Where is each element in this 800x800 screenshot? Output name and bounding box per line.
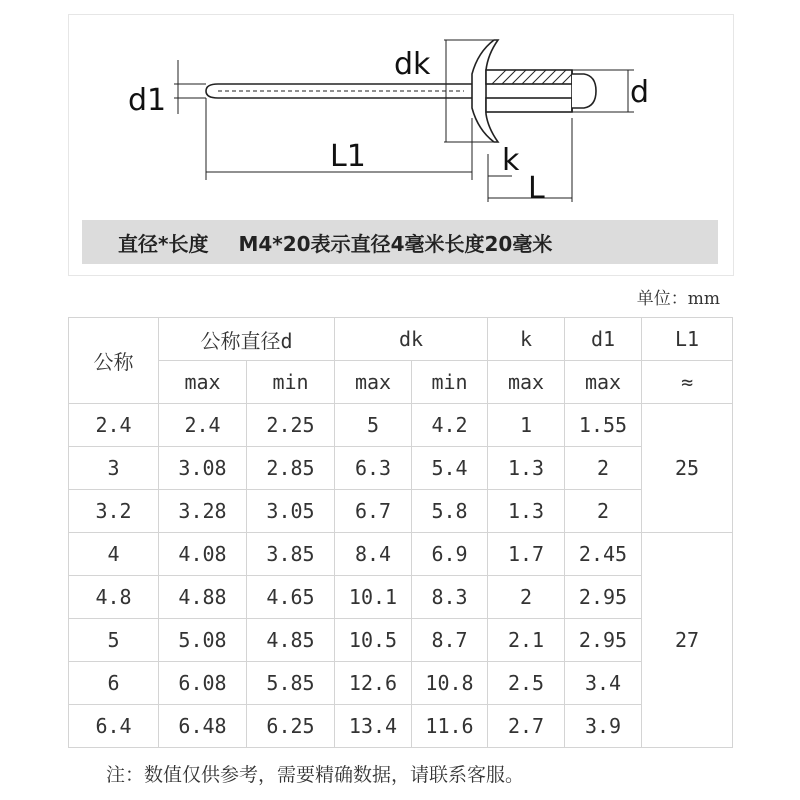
header-dk-min: min xyxy=(412,361,488,404)
cell-L1-group-1: 25 xyxy=(642,404,733,533)
cell-dk-max: 6.3 xyxy=(335,447,412,490)
cell-k: 1 xyxy=(488,404,565,447)
cell-d-min: 3.05 xyxy=(247,490,335,533)
header-dk-max: max xyxy=(335,361,412,404)
spec-table xyxy=(68,317,733,748)
cell-d1: 1.55 xyxy=(565,404,642,447)
mandrel-head xyxy=(572,74,596,108)
cell-dk-min: 8.3 xyxy=(412,576,488,619)
header-d1: d1 xyxy=(565,318,642,361)
cell-d-min: 5.85 xyxy=(247,662,335,705)
cell-dk-min: 6.9 xyxy=(412,533,488,576)
size-explanation-banner xyxy=(82,220,718,264)
cell-dk-max: 10.5 xyxy=(335,619,412,662)
table-row xyxy=(69,533,733,576)
cell-d-max: 3.08 xyxy=(159,447,247,490)
table-row xyxy=(69,404,733,447)
cell-dk-max: 13.4 xyxy=(335,705,412,748)
cell-dk-min: 5.8 xyxy=(412,490,488,533)
cell-k: 2.5 xyxy=(488,662,565,705)
table-row xyxy=(69,447,733,490)
cell-d1: 3.9 xyxy=(565,705,642,748)
cell-k: 2.7 xyxy=(488,705,565,748)
header-k: k xyxy=(488,318,565,361)
header-d-min: min xyxy=(247,361,335,404)
label-k: k xyxy=(502,143,520,178)
label-d1: d1 xyxy=(128,83,167,118)
cell-d1: 2.45 xyxy=(565,533,642,576)
cell-dk-min: 8.7 xyxy=(412,619,488,662)
cell-d-max: 5.08 xyxy=(159,619,247,662)
header-diameter: 公称直径d xyxy=(159,318,335,361)
cell-d1: 2.95 xyxy=(565,576,642,619)
cell-dk-min: 5.4 xyxy=(412,447,488,490)
cell-d-max: 4.88 xyxy=(159,576,247,619)
cell-d-max: 4.08 xyxy=(159,533,247,576)
banner-format: 直径*长度 xyxy=(118,231,209,256)
cell-d-min: 2.85 xyxy=(247,447,335,490)
rivet-head xyxy=(472,40,498,142)
cell-d-min: 4.65 xyxy=(247,576,335,619)
table-row xyxy=(69,705,733,748)
cell-dk-max: 5 xyxy=(335,404,412,447)
cell-dk-max: 10.1 xyxy=(335,576,412,619)
cell-d-max: 6.48 xyxy=(159,705,247,748)
header-d-max: max xyxy=(159,361,247,404)
cell-d-min: 4.85 xyxy=(247,619,335,662)
header-L1: L1 xyxy=(642,318,733,361)
cell-dk-max: 12.6 xyxy=(335,662,412,705)
cell-dk-min: 10.8 xyxy=(412,662,488,705)
banner-example: M4*20表示直径4毫米长度20毫米 xyxy=(238,231,553,256)
cell-nominal: 3.2 xyxy=(69,490,159,533)
table-row xyxy=(69,662,733,705)
cell-d-max: 2.4 xyxy=(159,404,247,447)
cell-nominal: 4 xyxy=(69,533,159,576)
label-dk: dk xyxy=(394,47,431,82)
cell-nominal: 5 xyxy=(69,619,159,662)
rivet-diagram xyxy=(68,14,732,220)
label-d: d xyxy=(630,75,650,110)
cell-nominal: 2.4 xyxy=(69,404,159,447)
cell-k: 1.3 xyxy=(488,490,565,533)
cell-d-min: 2.25 xyxy=(247,404,335,447)
cell-d-min: 3.85 xyxy=(247,533,335,576)
label-L: L xyxy=(528,171,545,206)
header-nominal: 公称 xyxy=(69,318,159,404)
cell-k: 1.3 xyxy=(488,447,565,490)
header-d1-max: max xyxy=(565,361,642,404)
disclaimer-note: 注：数值仅供参考，需要精确数据，请联系客服。 xyxy=(106,764,525,786)
cell-nominal: 3 xyxy=(69,447,159,490)
cell-d1: 2 xyxy=(565,447,642,490)
cell-k: 2.1 xyxy=(488,619,565,662)
cell-d1: 3.4 xyxy=(565,662,642,705)
header-k-max: max xyxy=(488,361,565,404)
cell-L1-group-2: 27 xyxy=(642,533,733,748)
unit-label: 单位：mm xyxy=(636,289,720,309)
cell-d1: 2.95 xyxy=(565,619,642,662)
cell-k: 2 xyxy=(488,576,565,619)
cell-nominal: 4.8 xyxy=(69,576,159,619)
label-L1: L1 xyxy=(330,139,366,174)
cell-d-max: 3.28 xyxy=(159,490,247,533)
cell-dk-max: 6.7 xyxy=(335,490,412,533)
cell-nominal: 6 xyxy=(69,662,159,705)
cell-dk-min: 11.6 xyxy=(412,705,488,748)
table-row xyxy=(69,490,733,533)
header-L1-approx: ≈ xyxy=(642,361,733,404)
cell-dk-max: 8.4 xyxy=(335,533,412,576)
cell-d-min: 6.25 xyxy=(247,705,335,748)
table-row xyxy=(69,576,733,619)
cell-d-max: 6.08 xyxy=(159,662,247,705)
cell-dk-min: 4.2 xyxy=(412,404,488,447)
cell-d1: 2 xyxy=(565,490,642,533)
cell-k: 1.7 xyxy=(488,533,565,576)
table-row xyxy=(69,619,733,662)
header-dk: dk xyxy=(335,318,488,361)
cell-nominal: 6.4 xyxy=(69,705,159,748)
